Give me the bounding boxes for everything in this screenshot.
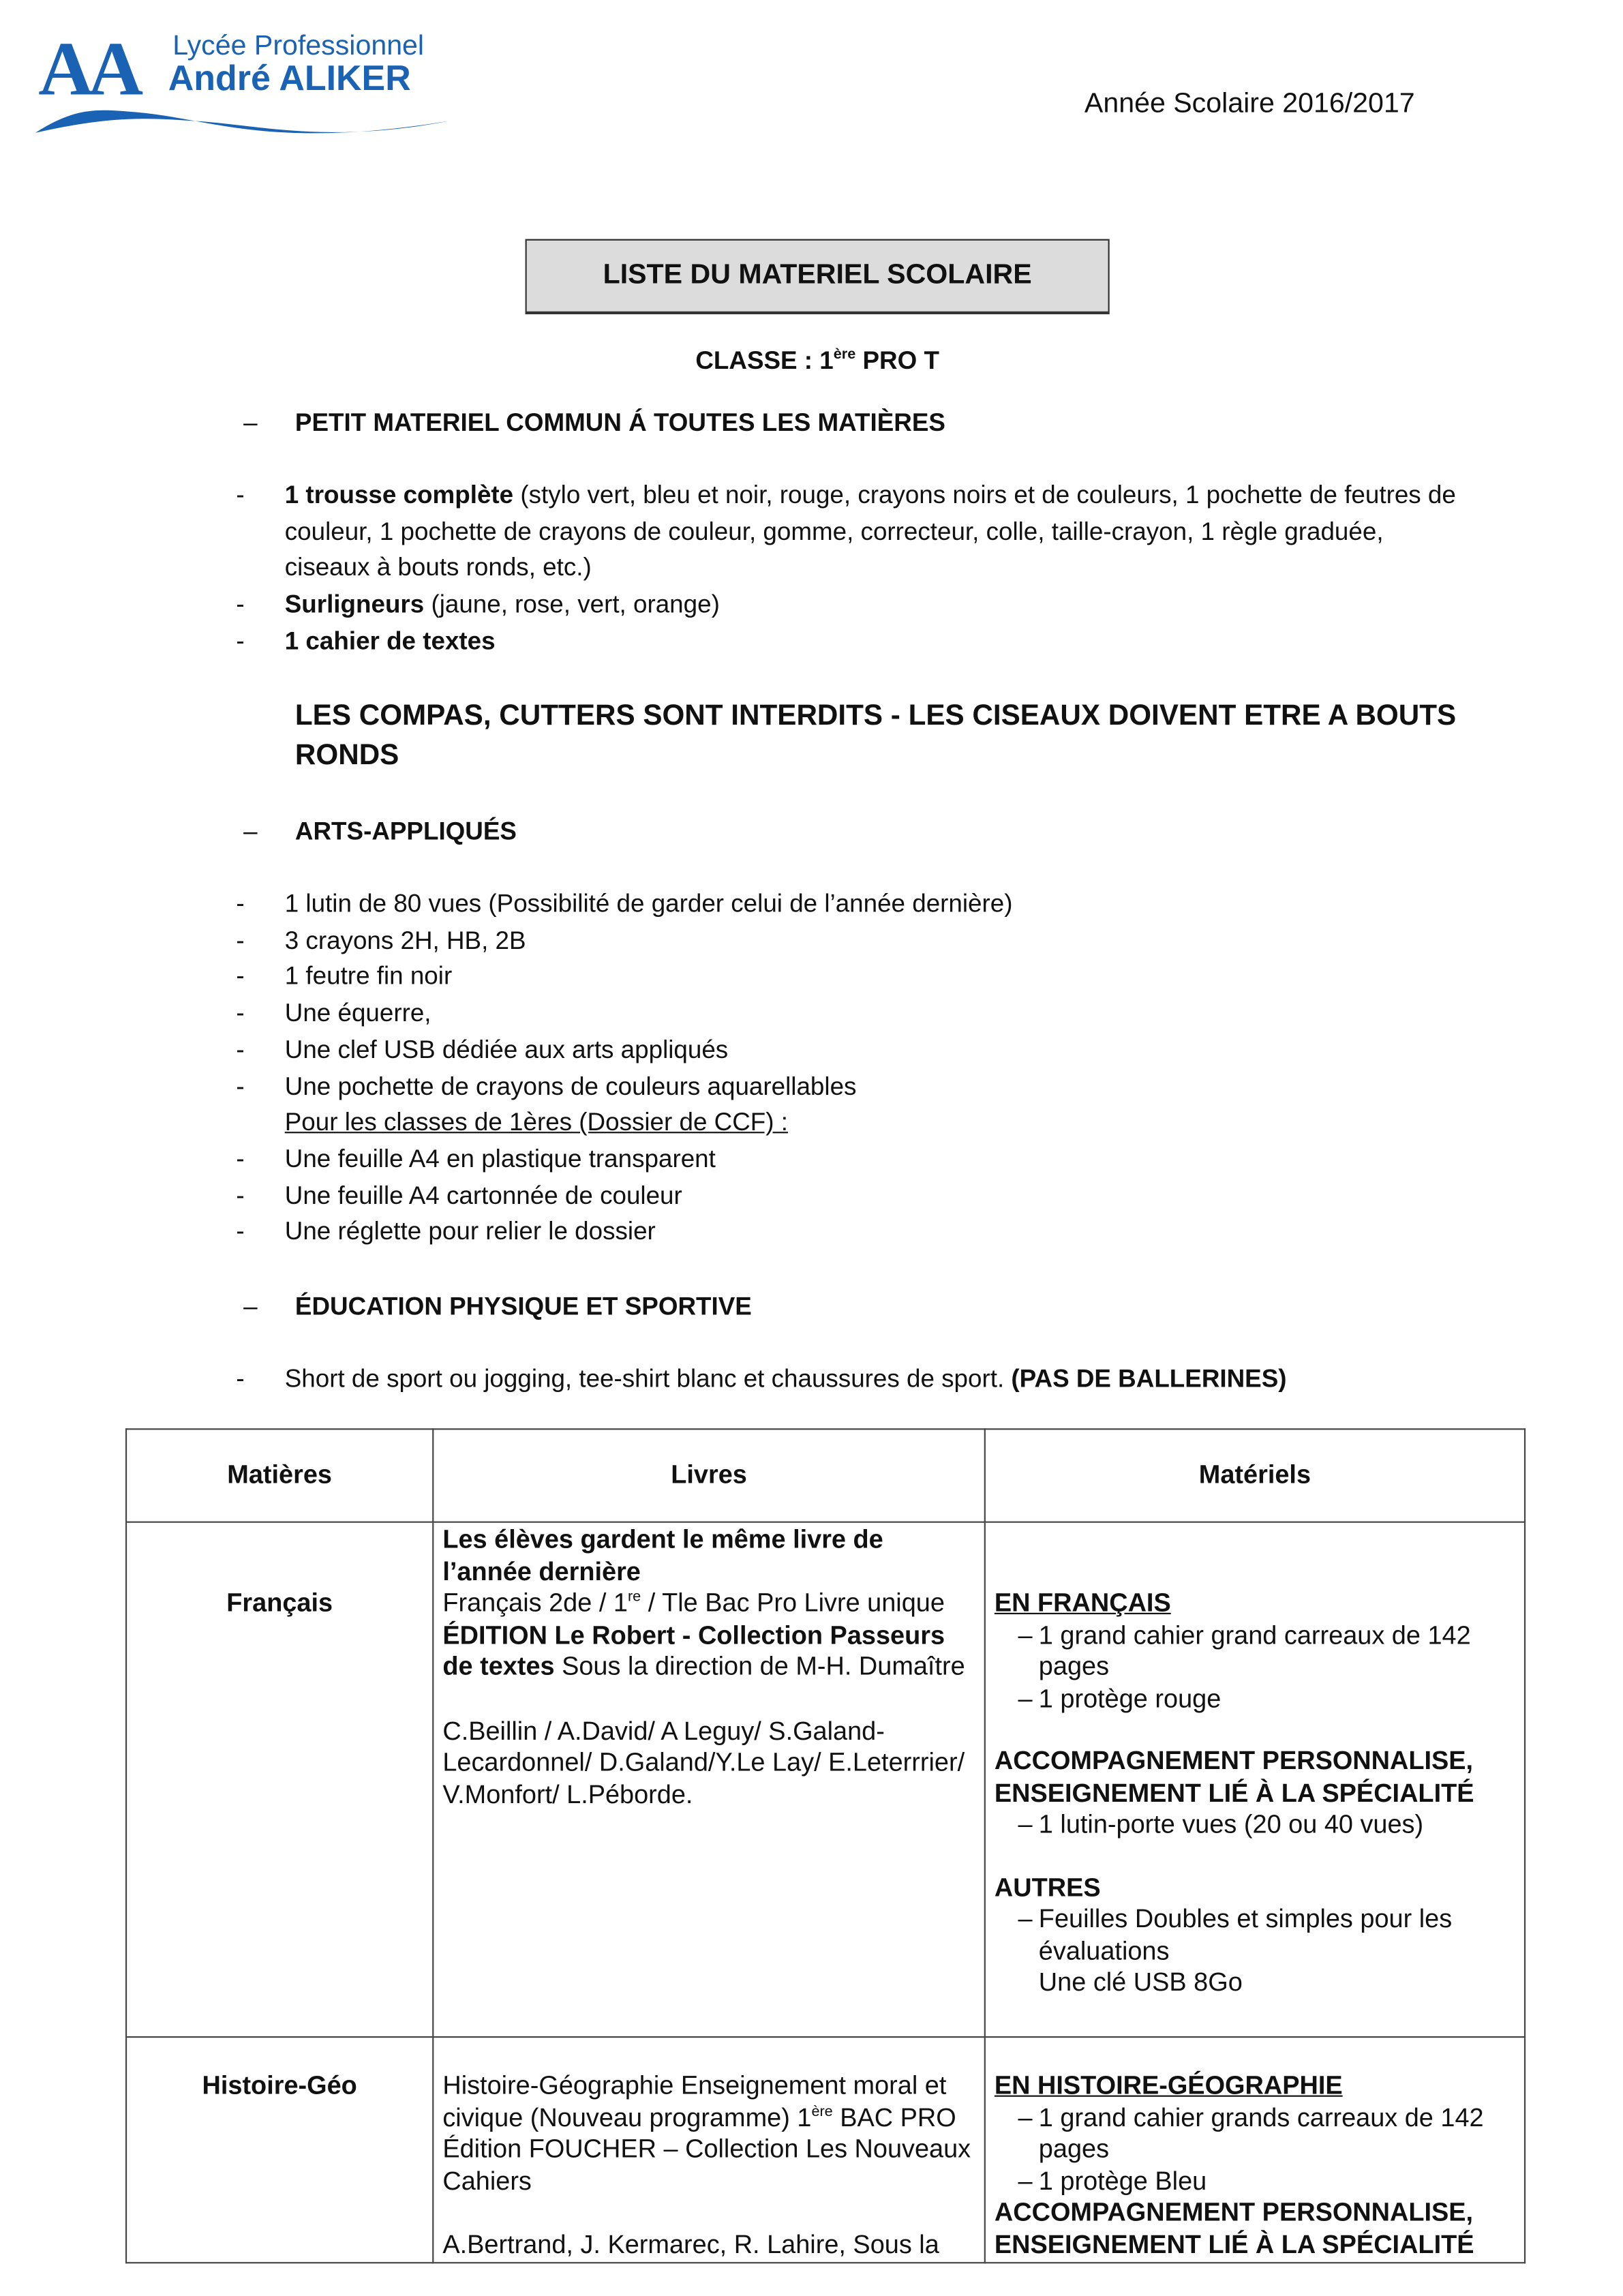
- subject-cell: Histoire-Géo: [126, 2037, 433, 2262]
- list-item: - Short de sport ou jogging, tee-shirt blanc et chaussures de sport. (PAS DE BALLERINES): [236, 1365, 1287, 1393]
- section-arts-title: – ARTS-APPLIQUÉS: [243, 817, 517, 846]
- list-item: - 1 trousse complète (stylo vert, bleu et noir, rouge, crayons noirs et de couleurs, 1 pochette de feutres de couleur, 1 pochette de crayons de couleur, gomme, correcteur, colle, taille-crayon, 1 règle graduée, ciseaux à bouts ronds, etc.): [236, 481, 1456, 582]
- authors: C.Beillin / A.David/ A Leguy/ S.Galand-Lecardonnel/ D.Galand/Y.Le Lay/ E.Leterrrier/ V.Monfort/ L.Péborde.: [442, 1715, 965, 1809]
- logo-initials: AA: [38, 28, 138, 112]
- header-matieres: Matières: [126, 1429, 433, 1522]
- list-item: - 1 lutin de 80 vues (Possibilité de garder celui de l’année dernière): [236, 890, 1013, 918]
- materials-cell: EN FRANÇAIS – 1 grand cahier grand carreaux de 142 pages – 1 protège rouge ACCOMPAGNEMENT PERSONNALISE, ENSEIGNEMENT LIÉ À LA SPÉCIALITÉ – 1 lutin-porte vues (20 ou 40 vues) AUTRES – Feuilles Doubles et simples pour les évaluations Une clé USB 8Go: [985, 1522, 1525, 2037]
- school-year: Année Scolaire 2016/2017: [1084, 88, 1415, 120]
- section-eps-title: – ÉDUCATION PHYSIQUE ET SPORTIVE: [243, 1293, 752, 1321]
- list-item: - Une feuille A4 cartonnée de couleur: [236, 1181, 682, 1210]
- list-item: - 1 cahier de textes: [236, 626, 496, 655]
- books-cell: Les élèves gardent le même livre de l’année dernière Français 2de / 1re / Tle Bac Pro Livre unique ÉDITION Le Robert - Collection Passeurs de textes Sous la direction de M-H. Dumaître C.Beillin / A.David/ A Leguy/ S.Galand-Lecardonnel/ D.Galand/Y.Le Lay/ E.Leterrrier/ V.Monfort/ L.Péborde.: [433, 1522, 985, 2037]
- table-row: [126, 1522, 1525, 2037]
- logo-wave-icon: [33, 95, 453, 139]
- list-item: - 1 feutre fin noir: [236, 963, 453, 991]
- page-title: LISTE DU MATERIEL SCOLAIRE: [526, 239, 1110, 314]
- supplies-table: [125, 1428, 1526, 2263]
- header-livres: Livres: [433, 1429, 985, 1522]
- subheading: Pour les classes de 1ères (Dossier de CCF) :: [284, 1108, 788, 1137]
- list-item: - Une réglette pour relier le dossier: [236, 1218, 656, 1246]
- list-item: - Une pochette de crayons de couleurs aquarellables: [236, 1072, 857, 1100]
- school-logo: [33, 27, 453, 139]
- class-label: CLASSE : 1ère PRO T: [695, 346, 939, 375]
- list-item: - Une feuille A4 en plastique transparent: [236, 1145, 716, 1173]
- warning-text: LES COMPAS, CUTTERS SONT INTERDITS - LES CISEAUX DOIVENT ETRE A BOUTS RONDS: [294, 699, 1457, 772]
- materials-cell: EN HISTOIRE-GÉOGRAPHIE – 1 grand cahier grands carreaux de 142 pages – 1 protège Bleu ACCOMPAGNEMENT PERSONNALISE, ENSEIGNEMENT LIÉ À LA SPÉCIALITÉ: [985, 2037, 1525, 2262]
- list-item: - Une équerre,: [236, 999, 431, 1027]
- table-row: [126, 2037, 1525, 2262]
- section-common-title: – PETIT MATERIEL COMMUN Á TOUTES LES MATIÈRES: [243, 408, 945, 437]
- table-header-row: [126, 1429, 1525, 1522]
- list-item: - Une clef USB dédiée aux arts appliqués: [236, 1036, 729, 1064]
- header-materiels: Matériels: [985, 1429, 1525, 1522]
- list-item: - 3 crayons 2H, HB, 2B: [236, 926, 526, 954]
- logo-line2: André ALIKER: [168, 59, 411, 100]
- eps-list: [236, 1362, 1461, 1398]
- logo-line1: Lycée Professionnel: [172, 31, 425, 62]
- common-list: [236, 478, 1461, 660]
- books-cell: Histoire-Géographie Enseignement moral et civique (Nouveau programme) 1ère BAC PRO Édition FOUCHER – Collection Les Nouveaux Cahiers A.Bertrand, J. Kermarec, R. Lahire, Sous la: [433, 2037, 985, 2262]
- list-item: - Surligneurs (jaune, rose, vert, orange): [236, 590, 720, 619]
- subject-cell: Français: [126, 1522, 433, 2037]
- arts-list: [236, 887, 1461, 1252]
